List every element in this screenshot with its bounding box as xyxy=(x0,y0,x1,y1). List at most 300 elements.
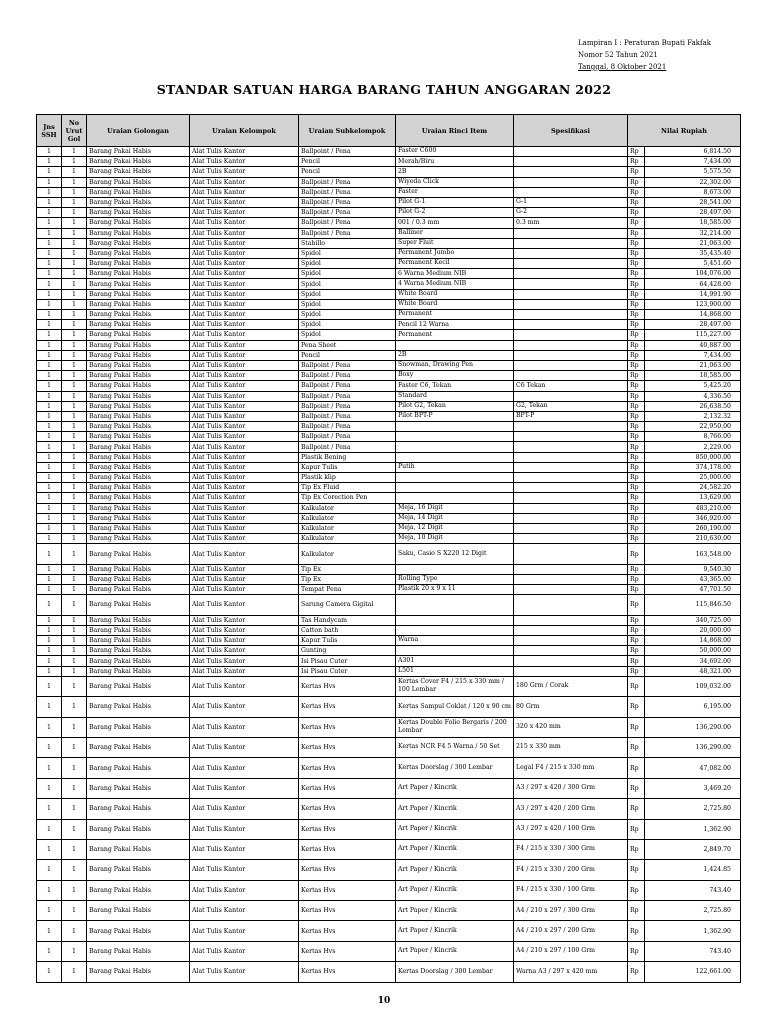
cell-rinci xyxy=(396,615,514,625)
cell-nilai: 2,849.70 xyxy=(645,839,741,859)
cell-spesifikasi: Warna A3 / 297 x 420 mm xyxy=(514,962,628,982)
cell-currency: Rp xyxy=(628,625,645,635)
cell-no: 1 xyxy=(62,921,87,941)
cell-rinci: Standard xyxy=(396,391,514,401)
cell-golongan: Barang Pakai Habis xyxy=(87,544,190,564)
cell-golongan: Barang Pakai Habis xyxy=(87,595,190,615)
cell-no: 1 xyxy=(62,758,87,778)
cell-jns: 1 xyxy=(37,340,62,350)
cell-kelompok: Alat Tulis Kantor xyxy=(190,564,299,574)
cell-currency: Rp xyxy=(628,503,645,513)
cell-rinci xyxy=(396,340,514,350)
cell-spesifikasi: 180 Grm / Corak xyxy=(514,676,628,696)
cell-spesifikasi xyxy=(514,462,628,472)
cell-jns: 1 xyxy=(37,228,62,238)
table-row xyxy=(37,340,741,350)
cell-currency: Rp xyxy=(628,483,645,493)
cell-spesifikasi xyxy=(514,432,628,442)
cell-subkelompok: Spidol xyxy=(299,248,396,258)
table-row xyxy=(37,462,741,472)
cell-subkelompok: Plastik klip xyxy=(299,473,396,483)
cell-rinci: Permanent Kecil xyxy=(396,259,514,269)
cell-jns: 1 xyxy=(37,697,62,717)
cell-jns: 1 xyxy=(37,411,62,421)
cell-currency: Rp xyxy=(628,941,645,961)
cell-spesifikasi xyxy=(514,228,628,238)
cell-subkelompok: Tip Ex Corection Pen xyxy=(299,493,396,503)
cell-no: 1 xyxy=(62,228,87,238)
cell-rinci: L501 xyxy=(396,666,514,676)
cell-nilai: 40,887.00 xyxy=(645,340,741,350)
cell-rinci xyxy=(396,493,514,503)
cell-currency: Rp xyxy=(628,636,645,646)
table-row xyxy=(37,503,741,513)
cell-nilai: 25,000.00 xyxy=(645,473,741,483)
table-row xyxy=(37,595,741,615)
cell-jns: 1 xyxy=(37,197,62,207)
cell-rinci: Kertas Doorslag / 300 Lembar xyxy=(396,758,514,778)
table-row xyxy=(37,513,741,523)
cell-nilai: 136,290.00 xyxy=(645,737,741,757)
cell-subkelompok: Pencil xyxy=(299,157,396,167)
cell-subkelompok: Kertas Hvs xyxy=(299,921,396,941)
cell-currency: Rp xyxy=(628,880,645,900)
table-row xyxy=(37,819,741,839)
cell-no: 1 xyxy=(62,880,87,900)
cell-no: 1 xyxy=(62,493,87,503)
cell-rinci: Wiyeda Click xyxy=(396,177,514,187)
cell-spesifikasi xyxy=(514,585,628,595)
cell-nilai: 136,290.00 xyxy=(645,717,741,737)
cell-jns: 1 xyxy=(37,676,62,696)
cell-golongan: Barang Pakai Habis xyxy=(87,269,190,279)
table-row xyxy=(37,564,741,574)
cell-rinci: Meja, 14 Digit xyxy=(396,513,514,523)
cell-subkelompok: Tempat Pena xyxy=(299,585,396,595)
cell-subkelompok: Ballpoint / Pena xyxy=(299,391,396,401)
cell-nilai: 109,032.00 xyxy=(645,676,741,696)
cell-rinci: Kertas Doorslag / 300 Lembar xyxy=(396,962,514,982)
cell-subkelompok: Kalkulator xyxy=(299,513,396,523)
cell-rinci: Pilot BPT-P xyxy=(396,411,514,421)
cell-currency: Rp xyxy=(628,452,645,462)
cell-kelompok: Alat Tulis Kantor xyxy=(190,350,299,360)
cell-no: 1 xyxy=(62,941,87,961)
cell-currency: Rp xyxy=(628,381,645,391)
cell-rinci xyxy=(396,452,514,462)
cell-subkelompok: Kertas Hvs xyxy=(299,778,396,798)
cell-kelompok: Alat Tulis Kantor xyxy=(190,381,299,391)
price-table xyxy=(36,114,741,983)
cell-subkelompok: Ballpoint / Pena xyxy=(299,411,396,421)
cell-spesifikasi xyxy=(514,279,628,289)
table-row xyxy=(37,391,741,401)
col-header-no: No Urut Gol xyxy=(62,115,87,147)
cell-jns: 1 xyxy=(37,432,62,442)
cell-golongan: Barang Pakai Habis xyxy=(87,147,190,157)
cell-rinci: Faster C6, Tekan xyxy=(396,381,514,391)
table-row xyxy=(37,381,741,391)
cell-currency: Rp xyxy=(628,411,645,421)
cell-nilai: 2,725.80 xyxy=(645,901,741,921)
cell-nilai: 64,428.00 xyxy=(645,279,741,289)
cell-spesifikasi: 320 x 420 mm xyxy=(514,717,628,737)
table-row xyxy=(37,860,741,880)
cell-spesifikasi: F4 / 215 x 330 / 300 Grm xyxy=(514,839,628,859)
cell-kelompok: Alat Tulis Kantor xyxy=(190,462,299,472)
cell-golongan: Barang Pakai Habis xyxy=(87,208,190,218)
cell-golongan: Barang Pakai Habis xyxy=(87,411,190,421)
table-row xyxy=(37,483,741,493)
cell-no: 1 xyxy=(62,238,87,248)
cell-spesifikasi xyxy=(514,340,628,350)
cell-jns: 1 xyxy=(37,462,62,472)
table-row xyxy=(37,636,741,646)
cell-currency: Rp xyxy=(628,340,645,350)
cell-kelompok: Alat Tulis Kantor xyxy=(190,737,299,757)
cell-subkelompok: Pena Sheet xyxy=(299,340,396,350)
cell-jns: 1 xyxy=(37,880,62,900)
cell-rinci xyxy=(396,646,514,656)
cell-kelompok: Alat Tulis Kantor xyxy=(190,676,299,696)
cell-nilai: 6,195.00 xyxy=(645,697,741,717)
cell-currency: Rp xyxy=(628,259,645,269)
cell-currency: Rp xyxy=(628,585,645,595)
cell-rinci: Merah/Biru xyxy=(396,157,514,167)
cell-currency: Rp xyxy=(628,574,645,584)
cell-no: 1 xyxy=(62,391,87,401)
cell-spesifikasi: C6 Tekan xyxy=(514,381,628,391)
cell-nilai: 21,063.00 xyxy=(645,360,741,370)
cell-spesifikasi xyxy=(514,452,628,462)
cell-currency: Rp xyxy=(628,799,645,819)
col-header-subkelompok: Uraian Subkelompok xyxy=(299,115,396,147)
cell-spesifikasi xyxy=(514,289,628,299)
cell-rinci: Faster xyxy=(396,187,514,197)
cell-golongan: Barang Pakai Habis xyxy=(87,360,190,370)
cell-nilai: 21,063.00 xyxy=(645,238,741,248)
cell-no: 1 xyxy=(62,503,87,513)
cell-kelompok: Alat Tulis Kantor xyxy=(190,585,299,595)
cell-subkelompok: Isi Pisau Cuter xyxy=(299,656,396,666)
cell-golongan: Barang Pakai Habis xyxy=(87,860,190,880)
cell-nilai: 18,585.00 xyxy=(645,371,741,381)
cell-spesifikasi xyxy=(514,371,628,381)
cell-golongan: Barang Pakai Habis xyxy=(87,442,190,452)
cell-spesifikasi xyxy=(514,615,628,625)
cell-spesifikasi: F4 / 215 x 330 / 100 Grm xyxy=(514,880,628,900)
cell-spesifikasi xyxy=(514,656,628,666)
cell-jns: 1 xyxy=(37,585,62,595)
cell-rinci: Pilot G-2 xyxy=(396,208,514,218)
cell-no: 1 xyxy=(62,330,87,340)
cell-currency: Rp xyxy=(628,422,645,432)
cell-kelompok: Alat Tulis Kantor xyxy=(190,330,299,340)
cell-golongan: Barang Pakai Habis xyxy=(87,666,190,676)
cell-no: 1 xyxy=(62,656,87,666)
cell-subkelompok: Kertas Hvs xyxy=(299,860,396,880)
cell-rinci: Art Paper / Kincrik xyxy=(396,799,514,819)
cell-currency: Rp xyxy=(628,197,645,207)
cell-kelompok: Alat Tulis Kantor xyxy=(190,238,299,248)
cell-currency: Rp xyxy=(628,187,645,197)
cell-kelompok: Alat Tulis Kantor xyxy=(190,442,299,452)
cell-jns: 1 xyxy=(37,238,62,248)
cell-jns: 1 xyxy=(37,666,62,676)
cell-subkelompok: Sarung Camera Gigital xyxy=(299,595,396,615)
cell-spesifikasi: G2, Tekan xyxy=(514,401,628,411)
cell-kelompok: Alat Tulis Kantor xyxy=(190,778,299,798)
cell-rinci: Saku, Casio S X220 12 Digit xyxy=(396,544,514,564)
cell-nilai: 260,190.00 xyxy=(645,523,741,533)
cell-currency: Rp xyxy=(628,564,645,574)
cell-rinci xyxy=(396,442,514,452)
cell-subkelompok: Spidol xyxy=(299,299,396,309)
cell-jns: 1 xyxy=(37,819,62,839)
cell-currency: Rp xyxy=(628,666,645,676)
cell-nilai: 34,692.00 xyxy=(645,656,741,666)
cell-subkelompok: Ballpoint / Pena xyxy=(299,442,396,452)
cell-golongan: Barang Pakai Habis xyxy=(87,248,190,258)
cell-jns: 1 xyxy=(37,901,62,921)
cell-jns: 1 xyxy=(37,187,62,197)
cell-subkelompok: Kertas Hvs xyxy=(299,819,396,839)
cell-subkelompok: Ballpoint / Pena xyxy=(299,218,396,228)
cell-no: 1 xyxy=(62,666,87,676)
cell-no: 1 xyxy=(62,737,87,757)
cell-spesifikasi xyxy=(514,299,628,309)
cell-no: 1 xyxy=(62,432,87,442)
cell-spesifikasi: 0.3 mm xyxy=(514,218,628,228)
cell-rinci: A301 xyxy=(396,656,514,666)
table-row xyxy=(37,289,741,299)
cell-currency: Rp xyxy=(628,513,645,523)
cell-rinci: Art Paper / Kincrik xyxy=(396,921,514,941)
cell-subkelompok: Spidol xyxy=(299,310,396,320)
table-row xyxy=(37,371,741,381)
cell-spesifikasi xyxy=(514,360,628,370)
cell-golongan: Barang Pakai Habis xyxy=(87,340,190,350)
cell-golongan: Barang Pakai Habis xyxy=(87,839,190,859)
cell-no: 1 xyxy=(62,411,87,421)
cell-rinci: Art Paper / Kincrik xyxy=(396,901,514,921)
cell-golongan: Barang Pakai Habis xyxy=(87,310,190,320)
cell-no: 1 xyxy=(62,218,87,228)
cell-kelompok: Alat Tulis Kantor xyxy=(190,513,299,523)
cell-currency: Rp xyxy=(628,289,645,299)
cell-golongan: Barang Pakai Habis xyxy=(87,381,190,391)
cell-jns: 1 xyxy=(37,167,62,177)
cell-currency: Rp xyxy=(628,595,645,615)
table-row xyxy=(37,523,741,533)
cell-subkelompok: Spidol xyxy=(299,330,396,340)
cell-no: 1 xyxy=(62,544,87,564)
cell-subkelompok: Kertas Hvs xyxy=(299,717,396,737)
col-header-spesifikasi: Spesifikasi xyxy=(514,115,628,147)
table-row xyxy=(37,147,741,157)
cell-subkelompok: Kertas Hvs xyxy=(299,962,396,982)
cell-kelompok: Alat Tulis Kantor xyxy=(190,799,299,819)
cell-jns: 1 xyxy=(37,564,62,574)
cell-nilai: 50,000.00 xyxy=(645,646,741,656)
table-row xyxy=(37,717,741,737)
cell-subkelompok: Ballpoint / Pena xyxy=(299,401,396,411)
cell-no: 1 xyxy=(62,422,87,432)
cell-rinci: Pencil 12 Warna xyxy=(396,320,514,330)
cell-jns: 1 xyxy=(37,839,62,859)
cell-spesifikasi xyxy=(514,666,628,676)
cell-subkelompok: Kertas Hvs xyxy=(299,839,396,859)
cell-golongan: Barang Pakai Habis xyxy=(87,646,190,656)
cell-rinci: Warna xyxy=(396,636,514,646)
cell-subkelompok: Gunting xyxy=(299,646,396,656)
cell-golongan: Barang Pakai Habis xyxy=(87,941,190,961)
cell-jns: 1 xyxy=(37,799,62,819)
cell-nilai: 104,076.00 xyxy=(645,269,741,279)
cell-subkelompok: Spidol xyxy=(299,279,396,289)
cell-kelompok: Alat Tulis Kantor xyxy=(190,962,299,982)
table-row xyxy=(37,666,741,676)
cell-rinci: Art Paper / Kincrik xyxy=(396,860,514,880)
cell-golongan: Barang Pakai Habis xyxy=(87,157,190,167)
cell-golongan: Barang Pakai Habis xyxy=(87,279,190,289)
table-row xyxy=(37,585,741,595)
cell-nilai: 48,321.00 xyxy=(645,666,741,676)
cell-rinci: Faster C600 xyxy=(396,147,514,157)
cell-no: 1 xyxy=(62,350,87,360)
cell-rinci: Super Fluit xyxy=(396,238,514,248)
cell-jns: 1 xyxy=(37,330,62,340)
cell-spesifikasi: A4 / 210 x 297 / 100 Grm xyxy=(514,941,628,961)
cell-nilai: 163,548.00 xyxy=(645,544,741,564)
cell-kelompok: Alat Tulis Kantor xyxy=(190,483,299,493)
cell-spesifikasi xyxy=(514,534,628,544)
cell-nilai: 5,425.20 xyxy=(645,381,741,391)
cell-jns: 1 xyxy=(37,422,62,432)
cell-nilai: 43,365.00 xyxy=(645,574,741,584)
cell-currency: Rp xyxy=(628,238,645,248)
cell-currency: Rp xyxy=(628,279,645,289)
cell-currency: Rp xyxy=(628,330,645,340)
cell-subkelompok: Pencil xyxy=(299,350,396,360)
cell-subkelompok: Kapur Tulis xyxy=(299,462,396,472)
table-row xyxy=(37,901,741,921)
table-row xyxy=(37,330,741,340)
cell-kelompok: Alat Tulis Kantor xyxy=(190,595,299,615)
cell-spesifikasi xyxy=(514,157,628,167)
cell-spesifikasi xyxy=(514,177,628,187)
cell-kelompok: Alat Tulis Kantor xyxy=(190,901,299,921)
cell-subkelompok: Kalkulator xyxy=(299,534,396,544)
cell-jns: 1 xyxy=(37,442,62,452)
cell-currency: Rp xyxy=(628,646,645,656)
cell-jns: 1 xyxy=(37,636,62,646)
cell-kelompok: Alat Tulis Kantor xyxy=(190,422,299,432)
cell-nilai: 483,210.00 xyxy=(645,503,741,513)
cell-kelompok: Alat Tulis Kantor xyxy=(190,717,299,737)
cell-kelompok: Alat Tulis Kantor xyxy=(190,656,299,666)
cell-jns: 1 xyxy=(37,625,62,635)
cell-rinci: Kertas NCR F4 5 Warna / 50 Set xyxy=(396,737,514,757)
cell-subkelompok: Kapur Tulis xyxy=(299,636,396,646)
cell-currency: Rp xyxy=(628,350,645,360)
cell-kelompok: Alat Tulis Kantor xyxy=(190,544,299,564)
cell-spesifikasi xyxy=(514,147,628,157)
cell-no: 1 xyxy=(62,839,87,859)
table-row xyxy=(37,157,741,167)
cell-subkelompok: Tip Ex Fluid xyxy=(299,483,396,493)
table-row xyxy=(37,962,741,982)
cell-golongan: Barang Pakai Habis xyxy=(87,962,190,982)
table-row xyxy=(37,228,741,238)
table-row xyxy=(37,676,741,696)
cell-jns: 1 xyxy=(37,350,62,360)
cell-nilai: 115,227.00 xyxy=(645,330,741,340)
cell-rinci: Kertas Sampul Coklat / 120 x 90 cm xyxy=(396,697,514,717)
cell-golongan: Barang Pakai Habis xyxy=(87,625,190,635)
cell-kelompok: Alat Tulis Kantor xyxy=(190,503,299,513)
cell-nilai: 2,229.00 xyxy=(645,442,741,452)
cell-rinci: Art Paper / Kincrik xyxy=(396,880,514,900)
cell-jns: 1 xyxy=(37,473,62,483)
cell-subkelompok: Plastik Bening xyxy=(299,452,396,462)
cell-nilai: 743.40 xyxy=(645,941,741,961)
cell-kelompok: Alat Tulis Kantor xyxy=(190,269,299,279)
table-row xyxy=(37,167,741,177)
cell-subkelompok: Spidol xyxy=(299,289,396,299)
cell-subkelompok: Ballpoint / Pena xyxy=(299,177,396,187)
table-row xyxy=(37,473,741,483)
cell-spesifikasi: BPT-P xyxy=(514,411,628,421)
cell-kelompok: Alat Tulis Kantor xyxy=(190,310,299,320)
cell-kelompok: Alat Tulis Kantor xyxy=(190,401,299,411)
table-row xyxy=(37,799,741,819)
cell-spesifikasi: A3 / 297 x 420 / 300 Grm xyxy=(514,778,628,798)
col-header-golongan: Uraian Golongan xyxy=(87,115,190,147)
cell-spesifikasi xyxy=(514,636,628,646)
cell-subkelompok: Kalkulator xyxy=(299,503,396,513)
cell-spesifikasi: G-1 xyxy=(514,197,628,207)
table-row xyxy=(37,544,741,564)
table-body xyxy=(37,147,741,983)
table-row xyxy=(37,248,741,258)
col-header-jns: Jns SSH xyxy=(37,115,62,147)
cell-subkelompok: Kertas Hvs xyxy=(299,758,396,778)
cell-jns: 1 xyxy=(37,218,62,228)
table-row xyxy=(37,574,741,584)
cell-rinci: 4 Warna Medium NIB xyxy=(396,279,514,289)
cell-kelompok: Alat Tulis Kantor xyxy=(190,432,299,442)
header-note-line1: Lampiran I : Peraturan Bupati Fakfak xyxy=(578,39,712,47)
cell-kelompok: Alat Tulis Kantor xyxy=(190,340,299,350)
cell-nilai: 743.40 xyxy=(645,880,741,900)
cell-nilai: 4,336.50 xyxy=(645,391,741,401)
cell-nilai: 3,469.20 xyxy=(645,778,741,798)
cell-nilai: 1,362.90 xyxy=(645,921,741,941)
cell-currency: Rp xyxy=(628,248,645,258)
table-row xyxy=(37,921,741,941)
cell-currency: Rp xyxy=(628,839,645,859)
cell-kelompok: Alat Tulis Kantor xyxy=(190,697,299,717)
col-header-kelompok: Uraian Kelompok xyxy=(190,115,299,147)
cell-spesifikasi xyxy=(514,422,628,432)
cell-kelompok: Alat Tulis Kantor xyxy=(190,819,299,839)
cell-rinci: Kertas Double Folio Bergaris / 200 Lembar xyxy=(396,717,514,737)
cell-rinci: Art Paper / Kincrik xyxy=(396,839,514,859)
cell-jns: 1 xyxy=(37,289,62,299)
cell-spesifikasi: G-2 xyxy=(514,208,628,218)
cell-currency: Rp xyxy=(628,320,645,330)
